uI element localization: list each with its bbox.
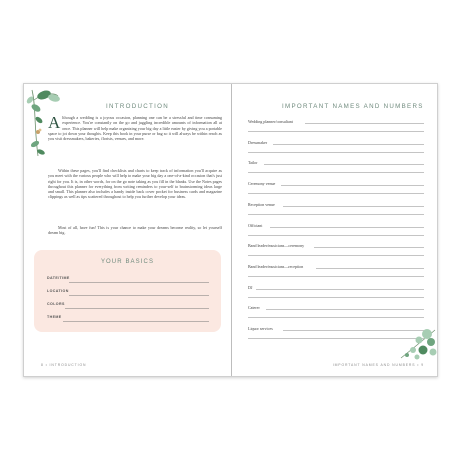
field-label: DATE/TIME [47, 276, 70, 280]
entry-write-line[interactable] [248, 131, 424, 132]
field-write-line[interactable] [69, 295, 209, 296]
entry-write-line[interactable] [248, 152, 424, 153]
your-basics-box [34, 250, 221, 332]
entry-write-line[interactable] [270, 227, 424, 228]
entry-write-line[interactable] [281, 185, 424, 186]
right-page-number: IMPORTANT NAMES AND NUMBERS • 9 [332, 363, 424, 367]
entry-write-line[interactable] [305, 123, 424, 124]
intro-paragraph-2: Within these pages, you'll find checklists and charts to keep track of information you'll acquire as you meet with the various people who will help to make your big day a one-of-a-kind occasion that's just right for you. It is, in other words, for on the go note taking as you fill in the blanks. Use the Notes pages throughout this planner for everything from writing reminders to your-self to brainstorming ideas large and small. This planner also includes a handy inside back cover pocket for business cards and magazine clippings as well as tips scattered throughout to help you further develop your ideas. [48, 168, 222, 200]
entry-write-line[interactable] [248, 276, 424, 277]
entry-write-line[interactable] [248, 235, 424, 236]
right-page [232, 84, 439, 376]
intro-paragraph-3: Most of all, have fun! This is your chance to make your dreams become reality, so let yourself dream big. [48, 225, 222, 236]
names-entry[interactable] [248, 202, 424, 214]
names-entry[interactable] [248, 223, 424, 235]
intro-paragraph-1: A lthough a wedding is a joyous occasion, planning one can be a stressful and time consuming experience. You're constantly on the go and juggling incredible amounts of information all at once. This planner will help make organizing your big day a little easier by giving you a portable space to jot down your thoughts. Keep this book in your purse or bag so it will always be within reach as you visit dressmakers, bakeries, florists, venues, and more. [48, 113, 222, 142]
field-write-line[interactable] [65, 308, 209, 309]
entry-write-line[interactable] [266, 309, 424, 310]
names-entry[interactable] [248, 181, 424, 193]
entry-label: Band leader/musicians—ceremony [248, 243, 305, 249]
basics-field-colors[interactable] [47, 302, 209, 310]
entry-label: Dressmaker [248, 139, 268, 145]
left-page [24, 84, 231, 376]
basics-field-location[interactable] [47, 289, 209, 297]
entry-write-line[interactable] [248, 214, 424, 215]
field-write-line[interactable] [63, 321, 209, 322]
field-label: THEME [47, 315, 62, 319]
entry-label: Tailor [248, 160, 258, 166]
names-entry[interactable] [248, 160, 424, 172]
entry-label: Wedding planner/consultant [248, 119, 293, 124]
entry-write-line[interactable] [248, 193, 424, 194]
entry-label: Officiant [248, 222, 263, 228]
names-entry[interactable] [248, 285, 424, 297]
basics-field-date-time[interactable] [47, 276, 209, 284]
entry-label: Caterer [248, 305, 260, 311]
names-entry[interactable] [248, 243, 424, 255]
entry-label: DJ [248, 284, 253, 290]
drop-cap: A [48, 113, 61, 132]
basics-field-theme[interactable] [47, 315, 209, 323]
entry-label: Liquor services [248, 326, 273, 331]
important-names-heading: IMPORTANT NAMES AND NUMBERS [282, 103, 424, 110]
introduction-heading: INTRODUCTION [106, 103, 170, 110]
entry-write-line[interactable] [248, 255, 424, 256]
book-spread [23, 83, 438, 377]
entry-label: Band leader/musicians—reception [248, 263, 304, 269]
entry-label: Reception venue [248, 201, 275, 207]
names-entry[interactable] [248, 140, 424, 152]
left-page-number: 8 • INTRODUCTION [41, 363, 87, 367]
field-label: LOCATION [47, 289, 69, 293]
entry-write-line[interactable] [264, 164, 424, 165]
entry-write-line[interactable] [316, 268, 424, 269]
names-entry[interactable] [248, 119, 424, 131]
eucalyptus-sprig-bottom-right [397, 324, 437, 364]
entry-write-line[interactable] [314, 247, 425, 248]
entry-write-line[interactable] [248, 317, 424, 318]
entry-write-line[interactable] [256, 289, 424, 290]
entry-write-line[interactable] [248, 297, 424, 298]
entry-label: Ceremony venue [248, 181, 276, 187]
entry-write-line[interactable] [248, 172, 424, 173]
entry-write-line[interactable] [283, 206, 424, 207]
names-entry[interactable] [248, 305, 424, 317]
field-write-line[interactable] [69, 282, 209, 283]
your-basics-title: YOUR BASICS [100, 259, 155, 265]
entry-write-line[interactable] [273, 144, 425, 145]
names-entry[interactable] [248, 264, 424, 276]
field-label: COLORS [47, 302, 65, 306]
